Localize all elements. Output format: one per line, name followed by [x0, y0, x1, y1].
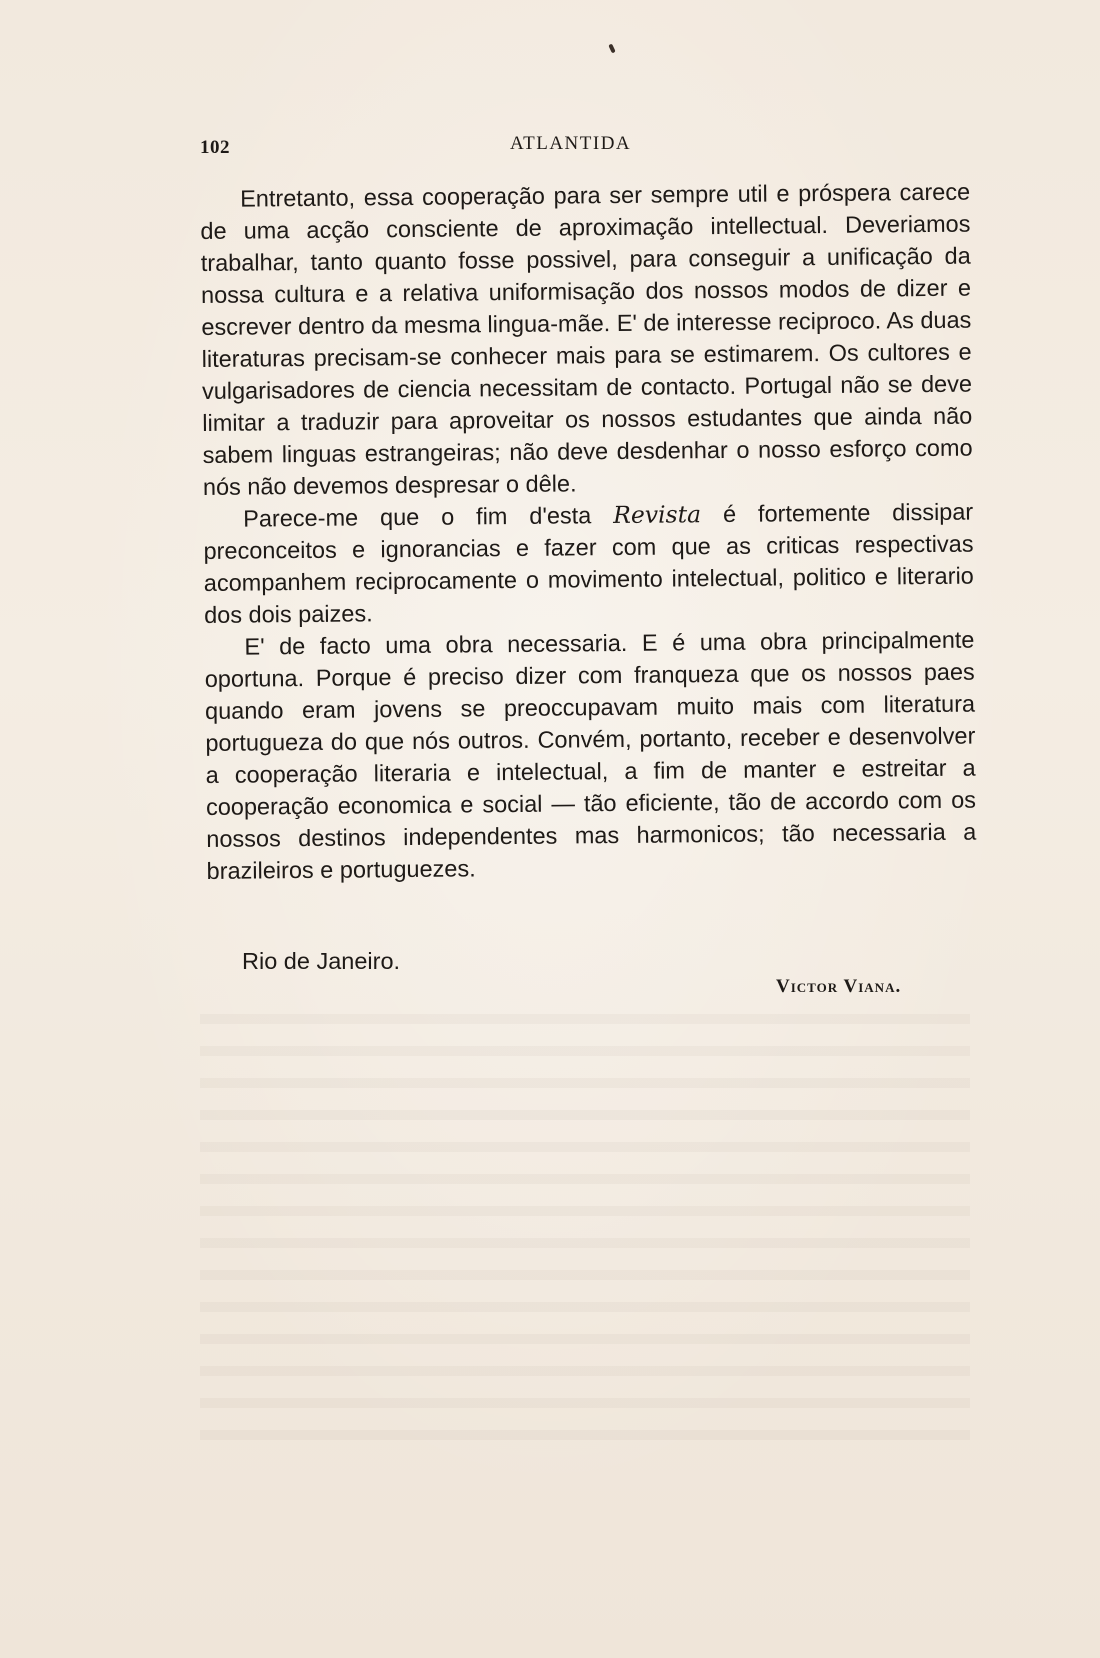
journal-name: Revista [613, 500, 702, 530]
paragraph-1: Entretanto, essa cooperação para ser sempre util e próspera carece de uma acção consciente de aproximação intellectual. Deveriamos trabalhar, tanto quanto fosse possivel, para conseguir a unificação da nossa cultura e a relativa uniformisação dos nossos modos de dizer e escrever dentro da mesma lingua-mãe. E' de interesse reciproco. As duas literaturas precisam-se conhecer mais para se estimarem. Os cultores e vulgarisadores de ciencia necessitam de contacto. Portugal não se deve limitar a traduzir para aproveitar os nossos estudantes que ainda não sabem linguas estrangeiras; não deve desdenhar o nosso esforço como nós não devemos despresar o dêle. [200, 178, 973, 500]
author-signature: Victor Viana. [776, 976, 902, 997]
article-body [200, 176, 977, 887]
paragraph-2-end: é fortemente dissipar preconceitos e ignorancias e fazer com que as criticas respectivas acompanhem reciprocamente o movimento intelectual, politico e literario dos dois paizes. [203, 498, 974, 628]
paragraph-2-start: Parece-me que o fim d'esta [243, 502, 614, 532]
show-through-text [200, 1000, 970, 1440]
paragraph-2 [203, 496, 974, 631]
running-title: ATLANTIDA [510, 133, 632, 154]
ink-speck [608, 44, 615, 54]
place-line: Rio de Janeiro. [242, 948, 401, 974]
page-number: 102 [200, 137, 230, 158]
paragraph-3: E' de facto uma obra necessaria. E é uma obra principalmente oportuna. Porque é preciso dizer com franqueza que os nossos paes quando eram jovens se preoccupavam muito mais com literatura portugueza do que nós outros. Convém, portanto, receber e desenvolver a cooperação literaria e intelectual, a fim de manter e estreitar a cooperação economica e social — tão eficiente, tão de accordo com os nossos destinos independentes mas harmonicos; tão necessaria a brazileiros e portuguezes. [204, 626, 977, 884]
page-header [200, 133, 970, 163]
